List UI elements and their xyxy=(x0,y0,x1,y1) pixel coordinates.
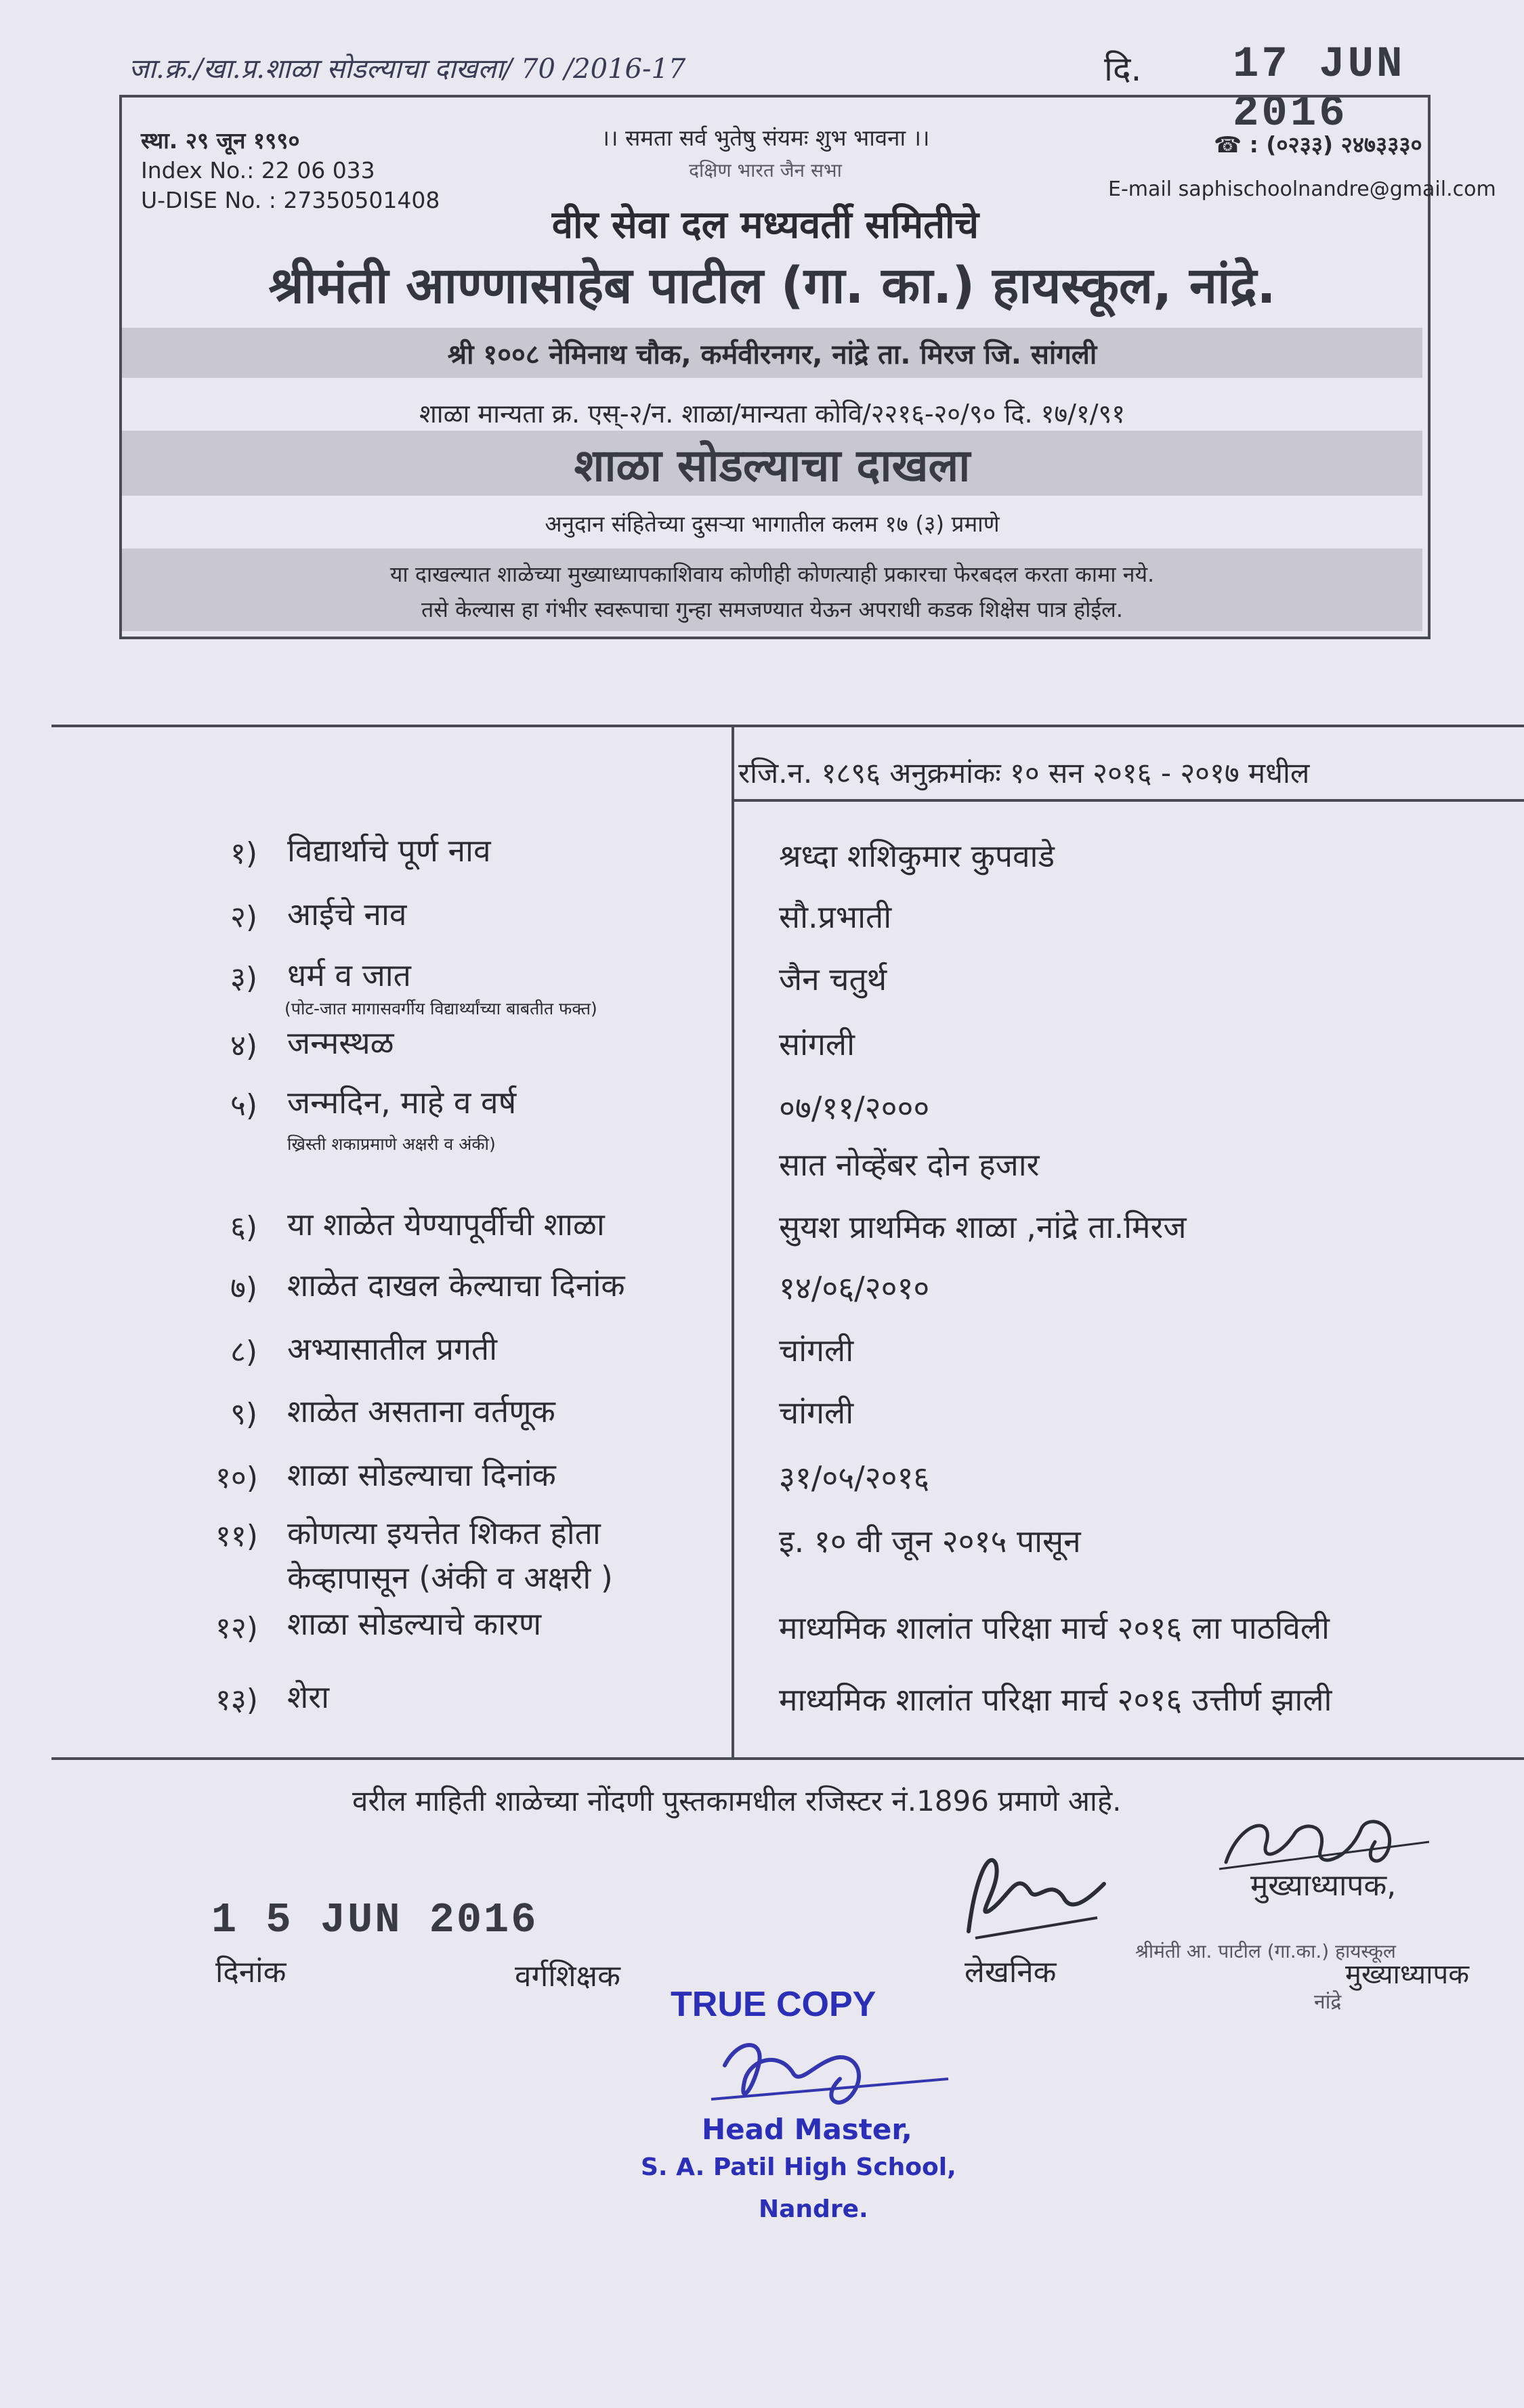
date-prefix: दि. xyxy=(1104,49,1142,89)
row-label: अभ्यासातील प्रगती xyxy=(287,1331,498,1367)
rule-reference: अनुदान संहितेच्या दुसऱ्या भागातील कलम १७ (३) प्रमाणे xyxy=(545,511,1000,537)
principal-signature xyxy=(1212,1801,1436,1883)
principal-stamp-place: नांद्रे xyxy=(1314,1990,1342,2014)
established-date: स्था. २९ जून १९९० xyxy=(141,127,300,154)
row-number: १३) xyxy=(215,1683,258,1717)
row-value: चांगली xyxy=(779,1394,854,1431)
row-label: या शाळेत येण्यापूर्वीची शाळा xyxy=(287,1206,605,1243)
row-number: ३) xyxy=(230,961,258,995)
row-label: विद्यार्थाचे पूर्ण नाव xyxy=(287,832,491,869)
index-number: Index No.: 22 06 033 xyxy=(141,157,375,184)
handwritten-reference: जा.क्र./खा.प्र.शाळा सोडल्याचा दाखला/ 70 /2016-17 xyxy=(129,53,686,85)
clerk-label: लेखनिक xyxy=(965,1955,1057,1990)
row-number: ८) xyxy=(230,1335,258,1369)
row-label: आईचे नाव xyxy=(287,896,407,932)
row-note: ख्रिस्ती शकाप्रमाणे अक्षरी व अंकी) xyxy=(287,1134,496,1154)
row-value: माध्यमिक शालांत परिक्षा मार्च २०१६ उत्तीर्ण झाली xyxy=(779,1681,1332,1718)
row-number: ९) xyxy=(230,1397,258,1432)
udise-number: U-DISE No. : 27350501408 xyxy=(141,187,440,213)
row-value: चांगली xyxy=(779,1332,854,1369)
email-address: E-mail saphischoolnandre@gmail.com xyxy=(1108,177,1496,201)
table-top-rule xyxy=(51,725,1524,727)
table-column-divider xyxy=(732,725,734,1757)
principal-label: मुख्याध्यापक, xyxy=(1250,1868,1397,1903)
row-label: धर्म व जात xyxy=(287,957,411,993)
row-value: ०७/११/२००० xyxy=(779,1090,930,1126)
phone-number: ☎ : (०२३३) २४७३३३० xyxy=(1214,131,1422,158)
warning-line-2: तसे केल्यास हा गंभीर स्वरूपाचा गुन्हा समजण्यात येऊन अपराधी कडक शिक्षेस पात्र होईल. xyxy=(421,597,1123,622)
document-title: शाळा सोडल्याचा दाखला xyxy=(574,439,971,492)
row-label: शाळा सोडल्याचे कारण xyxy=(287,1606,542,1642)
clerk-signature xyxy=(948,1836,1124,1952)
register-statement: वरील माहिती शाळेच्या नोंदणी पुस्तकामधील रजिस्टर नं.1896 प्रमाणे आहे. xyxy=(352,1784,1122,1818)
school-address: श्री १००८ नेमिनाथ चौक, कर्मवीरनगर, नांद्रे ता. मिरज जि. सांगली xyxy=(447,339,1097,370)
row-value-words: सात नोव्हेंबर दोन हजार xyxy=(779,1146,1040,1183)
row-value: सांगली xyxy=(779,1026,855,1062)
table-bottom-rule xyxy=(51,1757,1524,1760)
row-number: ७) xyxy=(230,1271,258,1306)
row-number: ४) xyxy=(230,1029,258,1063)
row-number: १०) xyxy=(215,1461,258,1495)
row-value: सौ.प्रभाती xyxy=(779,899,892,935)
row-value: ३१/०५/२०१६ xyxy=(779,1459,930,1496)
row-label: जन्मस्थळ xyxy=(287,1025,394,1061)
row-number: १) xyxy=(230,836,258,871)
row-label: शाळा सोडल्याचा दिनांक xyxy=(287,1457,556,1493)
row-value: इ. १० वी जून २०१५ पासून xyxy=(779,1523,1081,1560)
row-label: शेरा xyxy=(287,1679,330,1715)
affiliation: दक्षिण भारत जैन सभा xyxy=(689,159,842,181)
true-copy-stamp: TRUE COPY xyxy=(671,1985,876,2024)
row-value: सुयश प्राथमिक शाळा ,नांद्रे ता.मिरज xyxy=(779,1209,1187,1245)
row-value: १४/०६/२०१० xyxy=(779,1270,930,1306)
row-value: श्रध्दा शशिकुमार कुपवाडे xyxy=(779,838,1055,874)
row-label: शाळेत असताना वर्तणूक xyxy=(287,1393,555,1429)
row-number: २) xyxy=(230,900,258,934)
true-copy-place: Nandre. xyxy=(759,2195,868,2223)
date-label: दिनांक xyxy=(215,1955,287,1990)
top-date-stamp: 17 JUN 2016 xyxy=(1233,41,1405,138)
true-copy-school: S. A. Patil High School, xyxy=(641,2153,956,2181)
principal-stamp-title: मुख्याध्यापक xyxy=(1345,1959,1469,1990)
row-label: शाळेत दाखल केल्याचा दिनांक xyxy=(287,1267,625,1304)
principal-stamp-school: श्रीमंती आ. पाटील (गा.का.) हायस्कूल xyxy=(1135,1940,1396,1962)
row-label: जन्मदिन, माहे व वर्ष xyxy=(287,1084,517,1121)
row-number: ६) xyxy=(230,1210,258,1245)
row-note: (पोट-जात मागासवर्गीय विद्यार्थ्यांच्या बाबतीत फक्त) xyxy=(284,999,597,1018)
recognition-number: शाळा मान्यता क्र. एस्-२/न. शाळा/मान्यता कोवि/२२१६-२०/९० दि. १७/१/९१ xyxy=(419,399,1126,429)
row-number: ५) xyxy=(230,1088,258,1123)
row-label: कोणत्या इयत्तेत शिकत होता xyxy=(287,1515,601,1551)
row-value: जैन चतुर्थ xyxy=(779,961,887,997)
row-value: माध्यमिक शालांत परिक्षा मार्च २०१६ ला पाठविली xyxy=(779,1610,1330,1646)
committee-name: वीर सेवा दल मध्यवर्ती समितीचे xyxy=(551,203,979,247)
warning-line-1: या दाखल्यात शाळेच्या मुख्याध्यापकाशिवाय कोणीही कोणत्याही प्रकारचा फेरबदल करता कामा नये. xyxy=(389,561,1155,587)
true-copy-signature xyxy=(698,2025,955,2126)
school-motto: ।। समता सर्व भुतेषु संयमः शुभ भावना ।। xyxy=(601,125,930,151)
row-label-continued: केव्हापासून (अंकी व अक्षरी ) xyxy=(287,1560,613,1596)
issue-date-stamp: 1 5 JUN 2016 xyxy=(211,1896,538,1944)
register-under-rule xyxy=(732,799,1524,802)
true-copy-headmaster: Head Master, xyxy=(702,2113,912,2146)
school-name: श्रीमंती आण्णासाहेब पाटील (गा. का.) हायस्कूल, नांद्रे. xyxy=(268,257,1276,315)
class-teacher-label: वर्गशिक्षक xyxy=(515,1959,620,1994)
register-line: रजि.न. १८९६ अनुक्रमांकः १० सन २०१६ - २०१७ मधील xyxy=(738,756,1310,790)
row-number: १२) xyxy=(215,1611,258,1646)
row-number: ११) xyxy=(215,1519,258,1553)
